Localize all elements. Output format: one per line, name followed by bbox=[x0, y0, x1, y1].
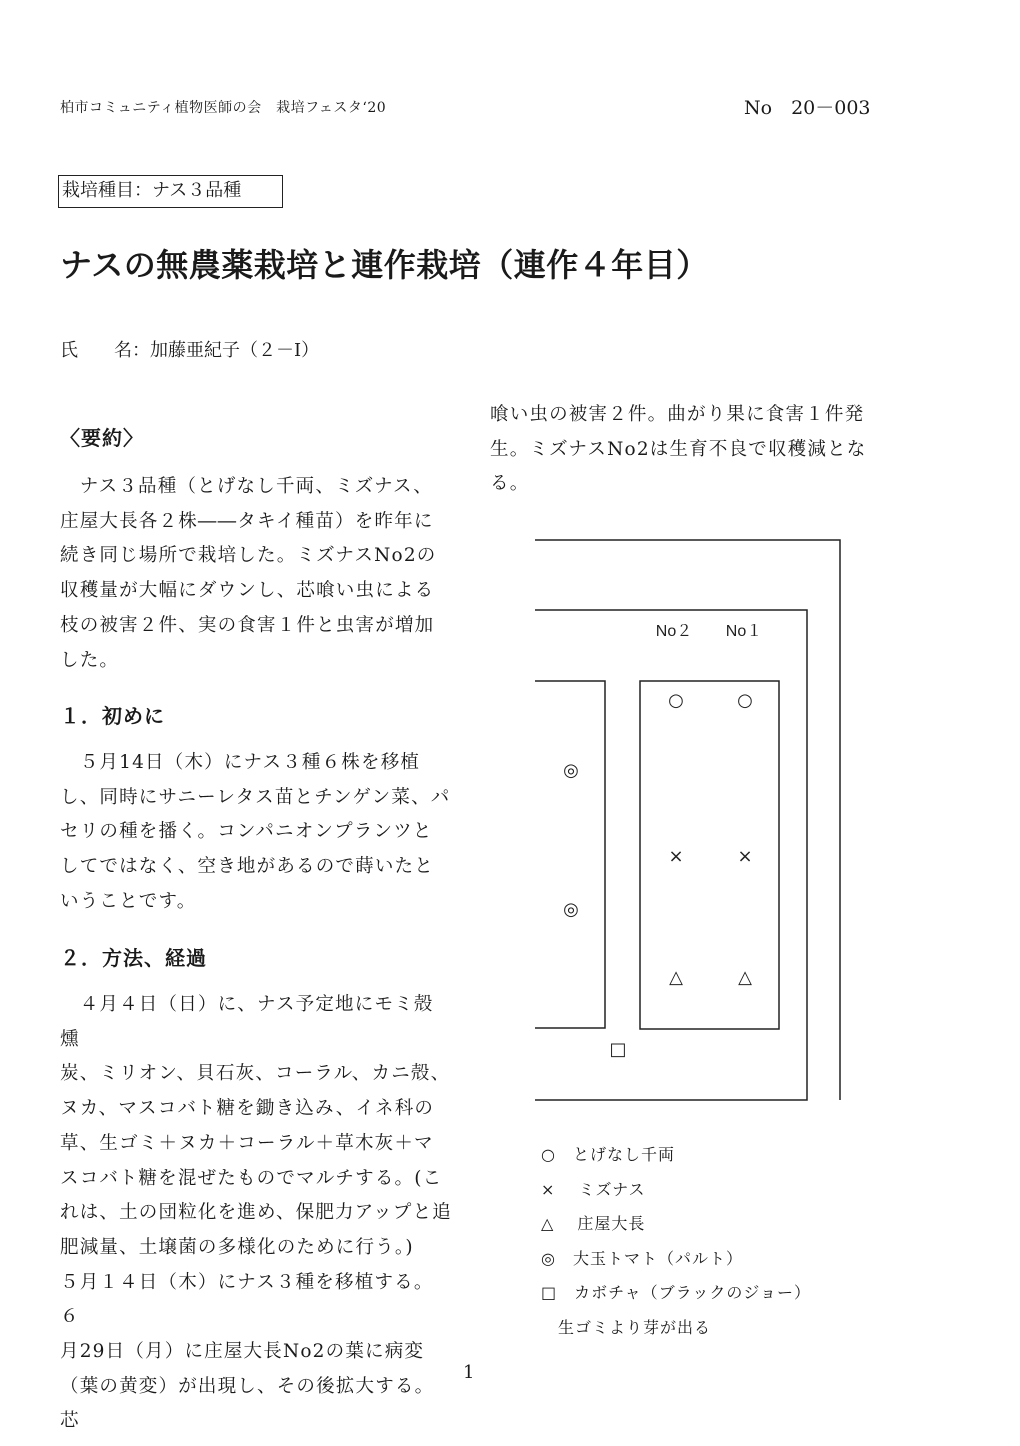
legend-item bbox=[541, 1280, 811, 1303]
subject-box: 栽培種目：ナス３品種 bbox=[58, 175, 283, 208]
plant-tomato-1: ◎ bbox=[563, 760, 579, 781]
legend-item bbox=[541, 1315, 711, 1338]
text-line: れは、土の団粒化を進め、保肥力アップと追 bbox=[60, 1202, 452, 1224]
section2-heading: ２．方法、経過 bbox=[60, 946, 207, 970]
text-line: 続き同じ場所で栽培した。ミズナスNo2の bbox=[60, 545, 437, 567]
document-number: No 20－003 bbox=[744, 97, 871, 119]
text-line: スコバト糖を混ぜたものでマルチする。(こ bbox=[60, 1167, 443, 1189]
text-line: 枝の被害２件、実の食害１件と虫害が増加 bbox=[60, 614, 435, 636]
left-bed bbox=[535, 681, 605, 1028]
text-line: 収穫量が大幅にダウンし、芯喰い虫による bbox=[60, 580, 435, 602]
legend-label: ミズナス bbox=[555, 1180, 646, 1199]
plant-tomato-2: ◎ bbox=[563, 899, 579, 920]
text-line: し、同時にサニーレタス苗とチンゲン菜、パ bbox=[60, 786, 451, 808]
text-line: 月29日（月）に庄屋大長No2の葉に病変 bbox=[60, 1341, 425, 1363]
text-line: ４月４日（日）に、ナス予定地にモミ殻燻 bbox=[60, 994, 434, 1050]
text-line: 喰い虫の被害２件。曲がり果に食害１件発 bbox=[490, 404, 865, 425]
text-line: ５月１４日（木）にナス３種を移植する。６ bbox=[60, 1271, 434, 1328]
legend-symbol: × bbox=[541, 1180, 556, 1199]
legend-item bbox=[541, 1211, 645, 1234]
text-line: ナス３品種（とげなし千両、ミズナス、 bbox=[60, 476, 434, 497]
legend-symbol: △ bbox=[541, 1214, 555, 1233]
legend-label: 庄屋大長 bbox=[554, 1214, 646, 1233]
text-line: セリの種を播く。コンパニオンプランツと bbox=[60, 821, 433, 843]
text-line: る。 bbox=[490, 473, 530, 495]
plant-mizunasu-no2: × bbox=[668, 846, 684, 867]
text-line: した。 bbox=[60, 649, 120, 671]
legend-symbol: □ bbox=[541, 1283, 558, 1302]
text-line: ５月14日（木）にナス３種６株を移植 bbox=[60, 752, 421, 773]
text-line: いうことです。 bbox=[60, 890, 197, 912]
text-line: ヌカ、マスコバト糖を鋤き込み、イネ科の bbox=[60, 1098, 435, 1120]
plant-togenashi-no2: ○ bbox=[668, 690, 684, 711]
legend-item bbox=[541, 1142, 675, 1165]
legend-label: とげなし千両 bbox=[555, 1145, 675, 1164]
plant-shoya-no1: △ bbox=[738, 967, 752, 988]
text-line: 炭、ミリオン、貝石灰、コーラル、カニ殻、 bbox=[60, 1063, 451, 1085]
legend-symbol: ○ bbox=[541, 1145, 556, 1164]
summary-heading: 〈要約〉 bbox=[60, 426, 144, 450]
plant-shoya-no2: △ bbox=[669, 967, 683, 988]
section1-heading: １．初めに bbox=[60, 704, 165, 728]
legend-symbol: ◎ bbox=[541, 1249, 556, 1268]
text-line: 庄屋大長各２株――タキイ種苗）を昨年に bbox=[60, 510, 434, 532]
text-line: 生。ミズナスNo2は生育不良で収穫減とな bbox=[490, 438, 867, 460]
col-label-no2: No２ bbox=[655, 623, 693, 640]
legend-item bbox=[541, 1246, 743, 1269]
legend-item bbox=[541, 1177, 646, 1200]
header-org: 柏市コミュニティ植物医師の会 栽培フェスタ‘20 bbox=[60, 100, 387, 116]
text-line: 草、生ゴミ＋ヌカ＋コーラル＋草木灰＋マ bbox=[60, 1132, 434, 1154]
col-label-no1: No１ bbox=[725, 623, 763, 640]
legend-label: 生ゴミより芽が出る bbox=[541, 1318, 712, 1337]
plant-togenashi-no1: ○ bbox=[737, 690, 753, 711]
legend-label: 大玉トマト（パルト） bbox=[555, 1249, 743, 1268]
legend-label: カボチャ（ブラックのジョー） bbox=[557, 1283, 812, 1302]
plant-pumpkin: □ bbox=[609, 1039, 627, 1060]
plant-mizunasu-no1: × bbox=[737, 846, 753, 867]
author-line: 氏 名：加藤亜紀子（２－Ⅰ） bbox=[60, 340, 320, 361]
text-line: してではなく、空き地があるので蒔いたと bbox=[60, 856, 434, 878]
text-line: （葉の黄変）が出現し、その後拡大する。芯 bbox=[60, 1375, 435, 1432]
text-line: 肥減量、土壌菌の多様化のために行う。) bbox=[60, 1236, 414, 1258]
nasu-bed bbox=[640, 681, 779, 1029]
page-title: ナスの無農薬栽培と連作栽培（連作４年目） bbox=[60, 246, 709, 284]
page-number: 1 bbox=[463, 1362, 475, 1383]
